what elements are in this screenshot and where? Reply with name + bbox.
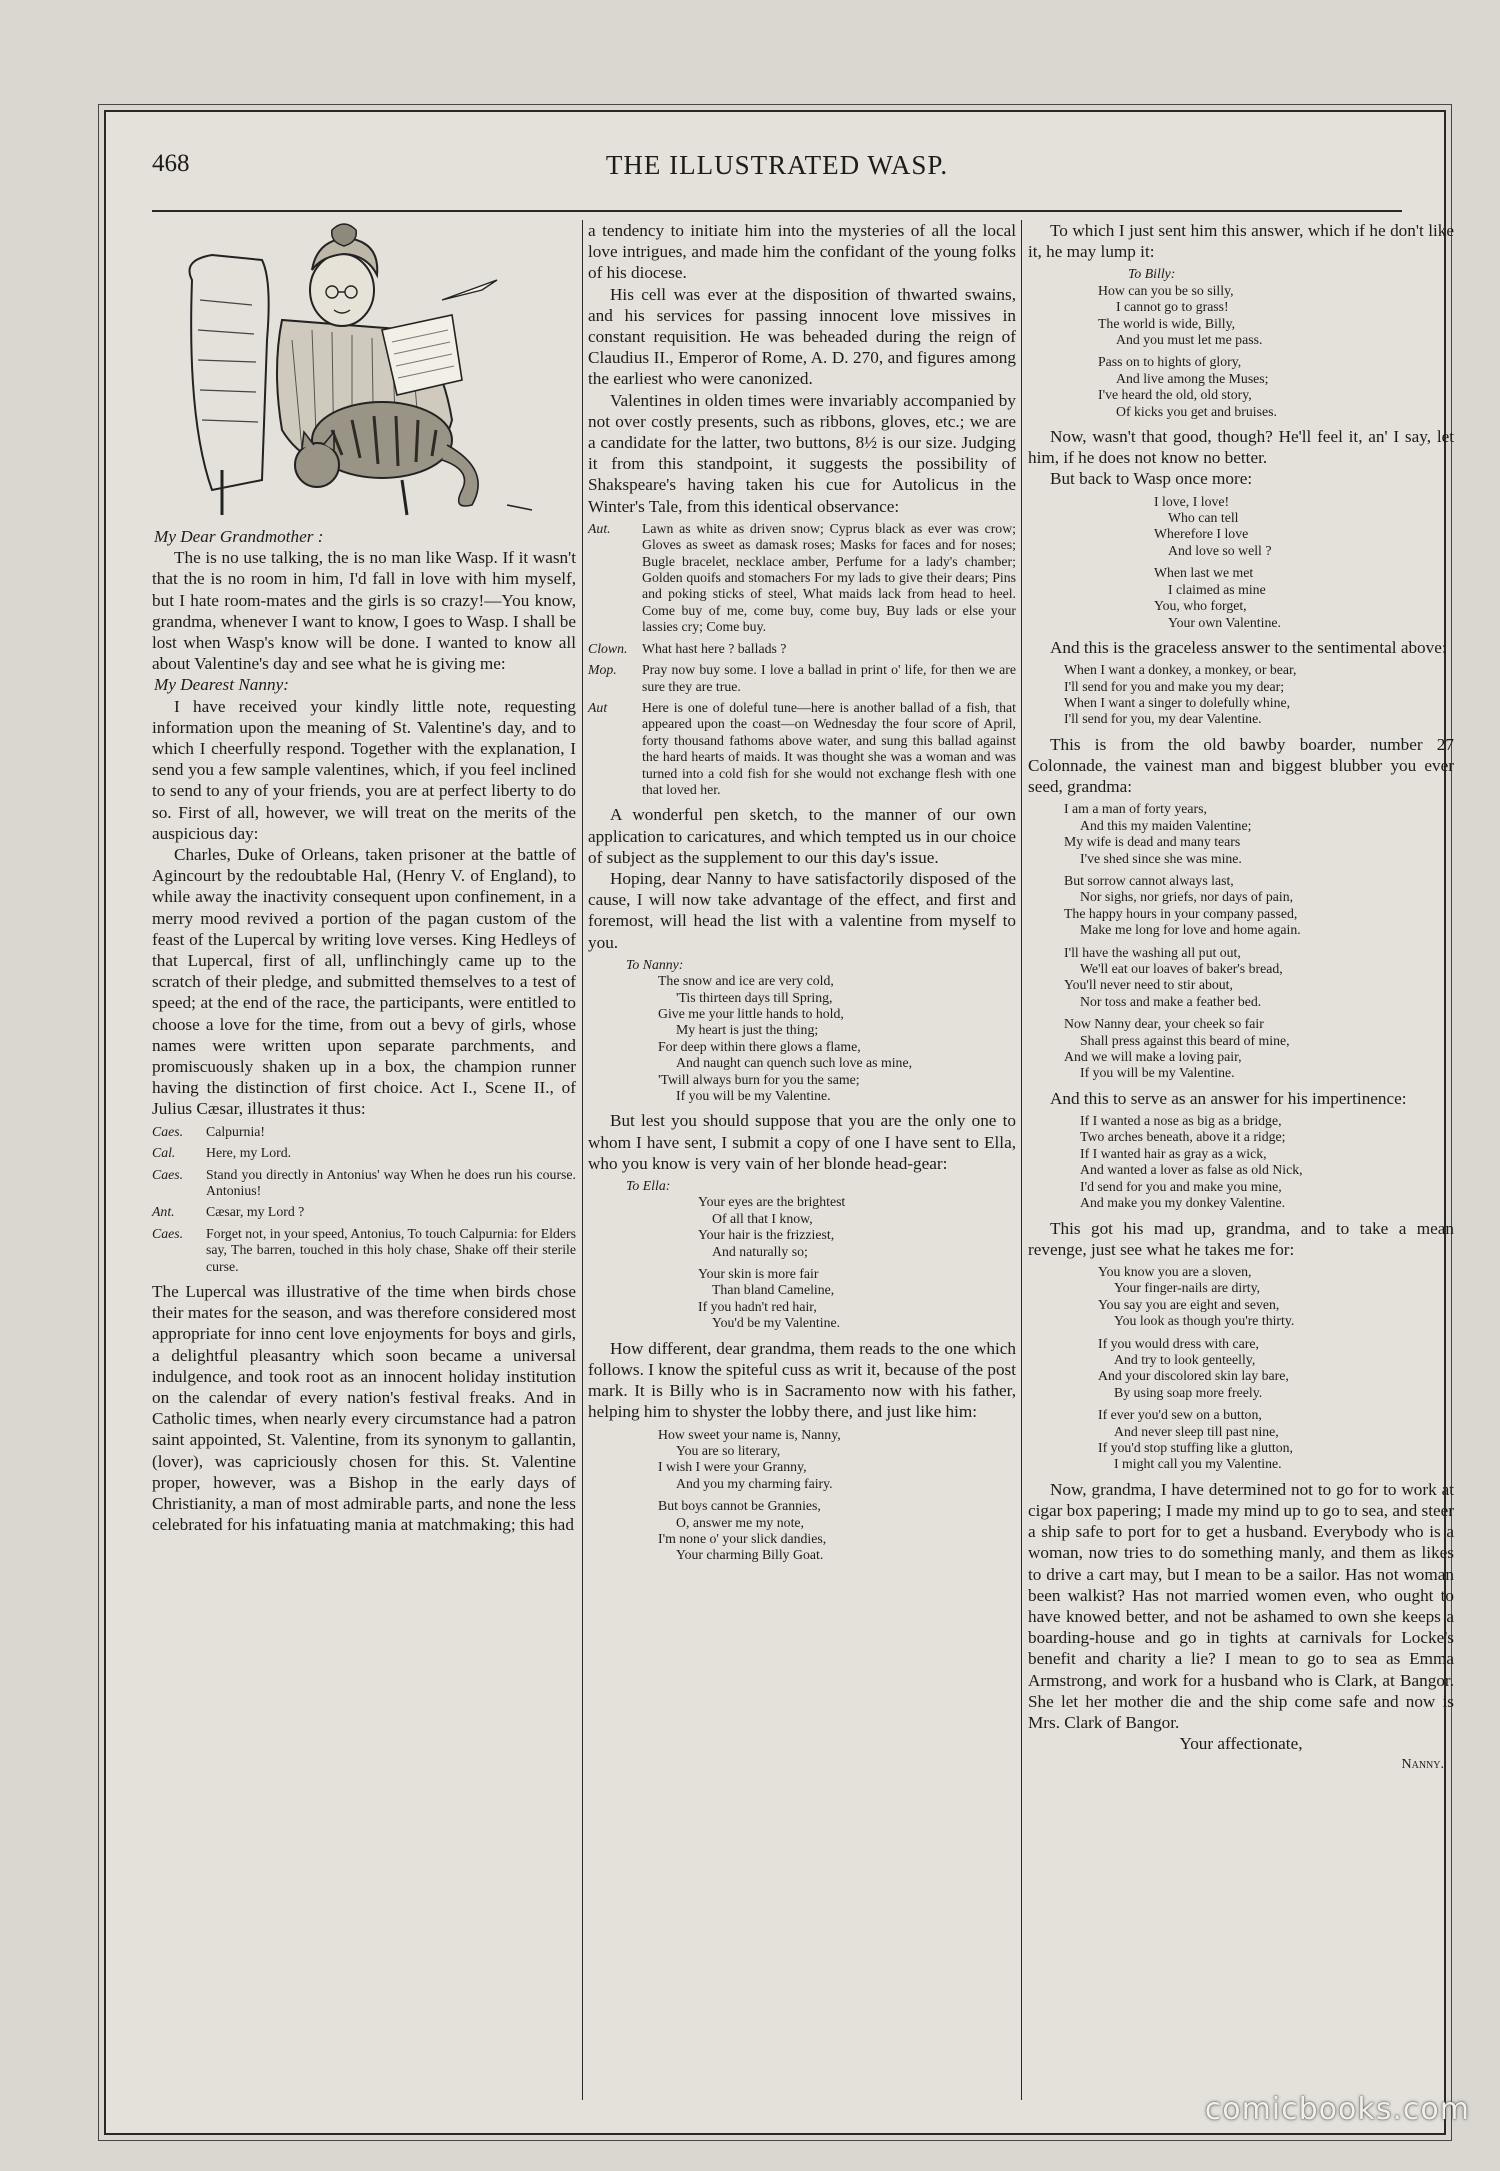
poem-line: Give me your little hands to hold, [658, 1005, 844, 1021]
poem-line: If I wanted a nose as big as a bridge, [1080, 1113, 1282, 1129]
poem-line: If ever you'd sew on a button, [1098, 1407, 1262, 1423]
letter-paragraph: And this is the graceless answer to the sentimental above: [1050, 637, 1447, 657]
dialog-line: Clown. What hast here ? ballads ? [588, 640, 787, 656]
poem-line: O, answer me my note, [676, 1514, 804, 1530]
poem-line: And your discolored skin lay bare, [1098, 1368, 1289, 1384]
poem-line: The snow and ice are very cold, [658, 973, 834, 989]
letter-paragraph: Hoping, dear Nanny to have satisfactorily disposed of the cause, I will now take advantage of the effect, and first and foremost, will head the list with a valentine from myself to you. [588, 868, 1016, 952]
poem-to-billy [1028, 266, 1454, 420]
poem-line: I claimed as mine [1168, 581, 1266, 597]
dialog-line: Caes. Forget not, in your speed, Antonius, To touch Calpurnia: for Elders say, The barren, touched in this holy chase, Shake off their sterile curse. [152, 1225, 576, 1274]
poem-line: My wife is dead and many tears [1064, 834, 1241, 850]
letter-paragraph: His cell was ever at the disposition of thwarted swains, and his services for passing innocent love missives in constant requisition. He was beheaded during the reign of Claudius II., Emperor of Rome, A. D. 270, and figures among the earliest who were canonized. [588, 284, 1016, 389]
poem-line: And make you my donkey Valentine. [1080, 1195, 1286, 1211]
poem-line: How sweet your name is, Nanny, [658, 1426, 841, 1442]
poem-line: My heart is just the thing; [676, 1022, 819, 1038]
poem-line: If you hadn't red hair, [698, 1298, 817, 1314]
poem-nose-answer [1028, 1113, 1454, 1211]
poem-line: The happy hours in your company passed, [1064, 905, 1298, 921]
poem-line: I might call you my Valentine. [1114, 1456, 1282, 1472]
dialog-line: Cal. Here, my Lord. [152, 1145, 292, 1161]
poem-heading: To Ella: [626, 1178, 671, 1194]
poem-line: How can you be so silly, [1098, 282, 1234, 298]
poem-line: When I want a singer to dolefully whine, [1064, 694, 1291, 710]
poem-line: And try to look genteelly, [1114, 1351, 1256, 1367]
poem-line: Wherefore I love [1154, 526, 1249, 542]
poem-line: Your finger-nails are dirty, [1114, 1280, 1261, 1296]
poem-line: I am a man of forty years, [1064, 801, 1207, 817]
poem-line: Two arches beneath, above it a ridge; [1080, 1129, 1286, 1145]
poem-line: If you will be my Valentine. [1080, 1065, 1235, 1081]
poem-line: Pass on to hights of glory, [1098, 354, 1242, 370]
letter-paragraph: The is no use talking, the is no man like Wasp. If it wasn't that the is no room in him, I'd fall in love with him myself, but I hate room-mates and the girls is so crazy!—You know, grandma, whenever I want to know, I goes to Wasp. I shall be lost when Wasp's know will be done. I wanted to know all about Valentine's day and see what he is giving me: [152, 548, 576, 674]
salutation-nanny: My Dearest Nanny: [154, 675, 289, 695]
poem-line: You are so literary, [676, 1442, 781, 1458]
dialog-line: Aut. Lawn as white as driven snow; Cyprus black as ever was crow; Gloves as sweet as damask roses; Masks for faces and for noses; Bugle bracelet, necklace amber, Perfume for a lady's chamber; Golden quoifs and stomachers For my lads to give their dears; Pins and poking sticks of steel, What maids lack from head to heel. Come buy of me, come buy, come buy, Buy lads or else your lassies cry; Come buy. [588, 520, 1016, 635]
letter-paragraph: But back to Wasp once more: [1050, 469, 1253, 489]
letter-paragraph: A wonderful pen sketch, to the manner of our own application to caricatures, and which tempted us in our choice of subject as the supplement to our this day's issue. [588, 805, 1016, 867]
magazine-page [104, 110, 1454, 2135]
poem-line: Nor sighs, nor griefs, nor days of pain, [1080, 889, 1294, 905]
poem-line: You look as though you're thirty. [1114, 1313, 1295, 1329]
poem-line: Your own Valentine. [1168, 614, 1281, 630]
salutation-grandmother: My Dear Grandmother : [154, 527, 324, 546]
poem-to-ella [588, 1178, 1016, 1332]
letter-paragraph: And this to serve as an answer for his impertinence: [1050, 1088, 1407, 1108]
dialog-line: Caes. Calpurnia! [152, 1123, 266, 1139]
poem-line: I'll send for you and make you my dear; [1064, 678, 1285, 694]
poem-line: If you'd stop stuffing like a glutton, [1098, 1439, 1293, 1455]
poem-line: And you must let me pass. [1116, 332, 1263, 348]
poem-line: I've shed since she was mine. [1080, 850, 1242, 866]
grandmother-illustration [152, 220, 572, 520]
column-2 [588, 220, 1016, 1570]
poem-line: Of kicks you get and bruises. [1116, 403, 1277, 419]
poem-from-billy [588, 1427, 1016, 1564]
poem-line: I'll have the washing all put out, [1064, 944, 1241, 960]
dialog-line: Ant. Cæsar, my Lord ? [152, 1204, 305, 1220]
letter-paragraph: Now, grandma, I have determined not to go for to work at cigar box papering; I made my mind up to go to sea, and steer a ship safe to port for to get a husband. Everybody who is a woman, now tries to do something manly, and them as likes to drive a cart may, but I mean to be a sailor. Has not woman been walkist? Has not married women even, who ought to have knowed better, and not be ashamed to own she keeps a boarding-house and go in tights at carnivals for Locke's benefit and charity a lie? I mean to go to sea as Emma Armstrong, and work for a husband who is Clark, at Bangor. She let her mother die and the ship come safe and now is Mrs. Clark of Bangor. [1028, 1479, 1454, 1733]
poem-line: I cannot go to grass! [1116, 299, 1229, 315]
poem-line: You'd be my Valentine. [712, 1315, 841, 1331]
poem-line: And you my charming fairy. [676, 1475, 833, 1491]
poem-line: Your charming Billy Goat. [676, 1547, 824, 1563]
poem-line: Shall press against this beard of mine, [1080, 1032, 1290, 1048]
poem-line: You, who forget, [1154, 598, 1247, 614]
poem-line: And never sleep till past nine, [1114, 1423, 1279, 1439]
poem-line: For deep within there glows a flame, [658, 1038, 861, 1054]
masthead-title: THE ILLUSTRATED WASP. [605, 150, 949, 180]
column-3 [1028, 220, 1454, 1776]
poem-line: If you will be my Valentine. [676, 1088, 831, 1104]
poem-man-of-forty [1028, 801, 1454, 1082]
poem-line: Make me long for love and home again. [1080, 922, 1301, 938]
poem-line: Your hair is the frizziest, [698, 1227, 835, 1243]
poem-line: I'll send for you, my dear Valentine. [1064, 711, 1262, 727]
column-divider [1021, 220, 1022, 2100]
poem-line: I've heard the old, old story, [1098, 387, 1252, 403]
poem-line: By using soap more freely. [1114, 1384, 1263, 1400]
poem-line: And naturally so; [712, 1243, 808, 1259]
poem-line: When I want a donkey, a monkey, or bear, [1064, 662, 1297, 678]
poem-line: If you would dress with care, [1098, 1335, 1259, 1351]
letter-paragraph: I have received your kindly little note, requesting information upon the meaning of St. Valentine's day, and to which I cheerfully respond. Together with the explanation, I send you a few sample valentines, which, if you feel inclined to send to any of your friends, you are at perfect liberty to do so. First of all, however, we will treat on the merits of the auspicious day: [152, 696, 576, 843]
column-divider [582, 220, 583, 2100]
poem-line: 'Twill always burn for you the same; [658, 1071, 860, 1087]
poem-line: 'Tis thirteen days till Spring, [676, 989, 833, 1005]
dialog-line: Aut Here is one of doleful tune—here is another ballad of a fish, that appeared upon the coast—on Wednesday the four score of April, forty thousand fathoms above water, and sung this ballad against the hard hearts of maids. It was thought she was a woman and was turned into a cold fish for she would not exchange flesh with one that loved her. [588, 699, 1016, 797]
poem-line: Now Nanny dear, your cheek so fair [1064, 1016, 1264, 1032]
poem-line: I'd send for you and make you mine, [1080, 1178, 1282, 1194]
poem-heading: To Billy: [1128, 266, 1176, 282]
page-header [152, 150, 1402, 190]
letter-paragraph: This is from the old bawby boarder, number 27 Colonnade, the vainest man and biggest blubber you ever seed, grandma: [1028, 734, 1454, 797]
poem-line: Who can tell [1168, 510, 1239, 526]
poem-line: And love so well ? [1168, 542, 1272, 558]
poem-line: And live among the Muses; [1116, 370, 1269, 386]
poem-line: You say you are eight and seven, [1098, 1296, 1280, 1312]
julius-caesar-excerpt [152, 1124, 576, 1275]
poem-to-nanny [588, 957, 1016, 1105]
letter-paragraph: Charles, Duke of Orleans, taken prisoner at the battle of Agincourt by the redoubtable Hal, (Henry V. of England), to while away the inactivity consequent upon confinement, in a merry mood revived a portion of the pagan custom of the feast of the Lupercal by writing love verses. King Hedleys of that Lupercal, first of all, unflinchingly came up to the scratch of their pledge, and submitted themselves to a test of speed; at the end of the race, the participants, were entitled to choose a love for the time, from out a bevy of girls, whose names were written upon separate parchments, and promiscuously shaken up in a box, the champion runner having the distinction of first choice. Act I., Scene II., of Julius Cæsar, illustrates it thus: [152, 845, 576, 1119]
letter-paragraph: But lest you should suppose that you are the only one to whom I have sent, I submit a copy of one I have sent to Ella, who you know is very vain of her blonde head-gear: [588, 1111, 1016, 1173]
poem-line: I wish I were your Granny, [658, 1459, 807, 1475]
poem-line: You'll never need to stir about, [1064, 977, 1233, 993]
poem-line: When last we met [1154, 565, 1254, 581]
winters-tale-excerpt [588, 521, 1016, 799]
letter-paragraph: Now, wasn't that good, though? He'll feel it, an' I say, let him, if he does not know no better. [1028, 427, 1454, 468]
poem-heading: To Nanny: [626, 956, 684, 972]
column-1 [152, 220, 576, 1535]
header-rule [152, 210, 1402, 212]
poem-line: And we will make a loving pair, [1064, 1049, 1242, 1065]
poem-line: I love, I love! [1154, 493, 1230, 509]
poem-line: Of all that I know, [712, 1210, 813, 1226]
poem-line: And wanted a lover as false as old Nick, [1080, 1162, 1303, 1178]
poem-line: And this my maiden Valentine; [1080, 817, 1252, 833]
letter-paragraph: Valentines in olden times were invariably accompanied by not over costly presents, such as ribbons, gloves, etc.; we are a candidate for the latter, two buttons, 8½ is our size. Judging it from this standpoint, it suggests the possibility of Shakspeare's having taken his cue for Autolicus in the Winter's Tale, from this identical observance: [588, 390, 1016, 516]
poem-line: And naught can quench such love as mine, [676, 1055, 913, 1071]
letter-paragraph: The Lupercal was illustrative of the time when birds chose their mates for the season, and was therefore considered most appropriate for inno cent love enjoyments for boys and girls, a delightful pleasantry which soon became a universal indulgence, and took root as an innocent holiday institution on the calendar of every nation's festival freaks. And in Catholic times, when nearly every circumstance had a patron saint appointed, St. Valentine, from its synonym to gallantin, (lover), was capriciously chosen for this. St. Valentine proper, however, was a Bishop in the early days of Christianity, a man of most admirable parts, and none the less celebrated for his infatuating mania at matchmaking; this had [152, 1281, 576, 1535]
dialog-line: Mop. Pray now buy some. I love a ballad in print o' life, for then we are sure they are true. [588, 662, 1016, 694]
letter-paragraph: This got his mad up, grandma, and to take a mean revenge, just see what he takes me for: [1028, 1218, 1454, 1259]
poem-i-love [1028, 494, 1454, 631]
poem-line: But sorrow cannot always last, [1064, 872, 1234, 888]
poem-line: Nor toss and make a feather bed. [1080, 993, 1262, 1009]
poem-line: I'm none o' your slick dandies, [658, 1530, 827, 1546]
poem-sloven [1028, 1264, 1454, 1473]
page-number: 468 [152, 150, 190, 177]
closing: Your affectionate, [1179, 1734, 1303, 1754]
poem-line: We'll eat our loaves of baker's bread, [1080, 961, 1283, 977]
dialog-line: Caes. Stand you directly in Antonius' way When he does run his course. Antonius! [152, 1166, 576, 1198]
letter-paragraph: How different, dear grandma, them reads to the one which follows. I know the spiteful cuss as writ it, because of the post mark. It is Billy who is in Sacramento now with his father, helping him to shyster the lobby there, and just like him: [588, 1338, 1016, 1422]
poem-line: Your skin is more fair [698, 1266, 819, 1282]
poem-line: The world is wide, Billy, [1098, 315, 1236, 331]
poem-line: But boys cannot be Grannies, [658, 1498, 821, 1514]
poem-line: Your eyes are the brightest [698, 1194, 846, 1210]
poem-line: If I wanted hair as gray as a wick, [1080, 1145, 1267, 1161]
letter-paragraph: a tendency to initiate him into the mysteries of all the local love intrigues, and made him the confidant of the young folks of his diocese. [588, 221, 1016, 283]
watermark: comicbooks.com [1204, 2092, 1470, 2127]
poem-line: You know you are a sloven, [1098, 1263, 1252, 1279]
letter-paragraph: To which I just sent him this answer, which if he don't like it, he may lump it: [1028, 221, 1454, 262]
poem-donkey-answer [1028, 662, 1454, 728]
poem-line: Than bland Cameline, [712, 1282, 835, 1298]
signature: Nanny. [1401, 1757, 1444, 1773]
